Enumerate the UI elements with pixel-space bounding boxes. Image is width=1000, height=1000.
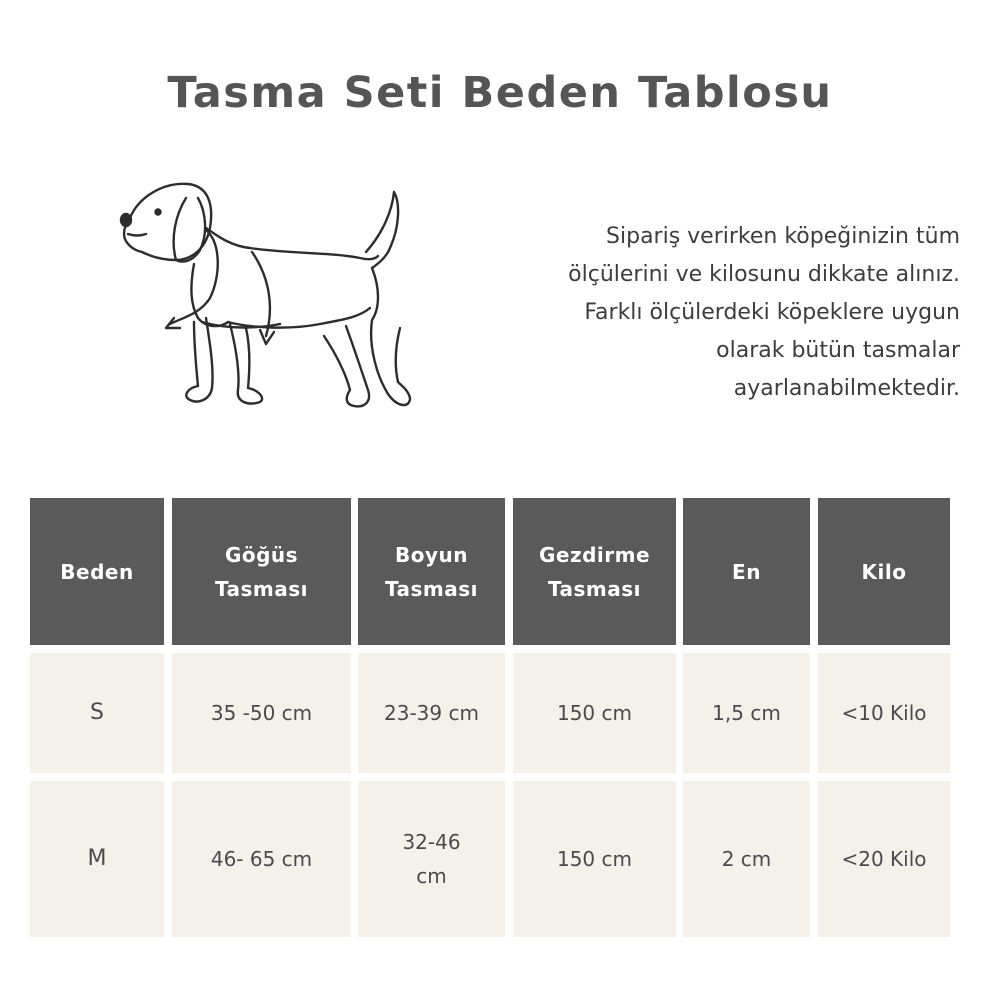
cell-gezdirme: 150 cm bbox=[513, 653, 676, 773]
description-line: ayarlanabilmektedir. bbox=[733, 376, 960, 401]
description-line: Farklı ölçülerdeki köpeklere uygun bbox=[584, 300, 960, 325]
header-label: Tasması bbox=[214, 576, 309, 601]
cell-en: 2 cm bbox=[683, 781, 810, 937]
header-label: Gezdirme bbox=[538, 542, 651, 567]
header-gezdirme-tasmasi bbox=[513, 498, 676, 645]
header-beden bbox=[30, 498, 164, 645]
cell-text: cm bbox=[416, 864, 447, 888]
header-label: Tasması bbox=[384, 576, 479, 601]
header-label: En bbox=[732, 559, 761, 584]
cell-gezdirme: 150 cm bbox=[513, 781, 676, 937]
cell-en: 1,5 cm bbox=[683, 653, 810, 773]
description bbox=[440, 218, 960, 408]
header-label: Boyun bbox=[395, 542, 468, 567]
header-gogus-tasmasi bbox=[172, 498, 351, 645]
cell-gogus: 46- 65 cm bbox=[172, 781, 351, 937]
cell-gogus: 35 -50 cm bbox=[172, 653, 351, 773]
description-line: Sipariş verirken köpeğinizin tüm bbox=[606, 224, 960, 249]
cell-text: 23-39 cm bbox=[384, 701, 479, 725]
cell-kilo: <10 Kilo bbox=[818, 653, 950, 773]
header-boyun-tasmasi bbox=[358, 498, 505, 645]
page-title: Tasma Seti Beden Tablosu bbox=[167, 68, 833, 118]
cell-kilo: <20 Kilo bbox=[818, 781, 950, 937]
cell-beden: S bbox=[30, 653, 164, 773]
header-label: Göğüs bbox=[224, 542, 299, 567]
description-line: olarak bütün tasmalar bbox=[716, 338, 960, 363]
header-label: Kilo bbox=[861, 559, 907, 584]
cell-text: 32-46 bbox=[402, 830, 461, 854]
cell-boyun bbox=[358, 653, 505, 773]
dog-outline-icon bbox=[110, 168, 430, 418]
cell-beden: M bbox=[30, 781, 164, 937]
description-line: ölçülerini ve kilosunu dikkate alınız. bbox=[568, 262, 960, 287]
header-label: Beden bbox=[60, 559, 134, 584]
header-kilo bbox=[818, 498, 950, 645]
header-en bbox=[683, 498, 810, 645]
cell-boyun bbox=[358, 781, 505, 937]
header-label: Tasması bbox=[547, 576, 642, 601]
